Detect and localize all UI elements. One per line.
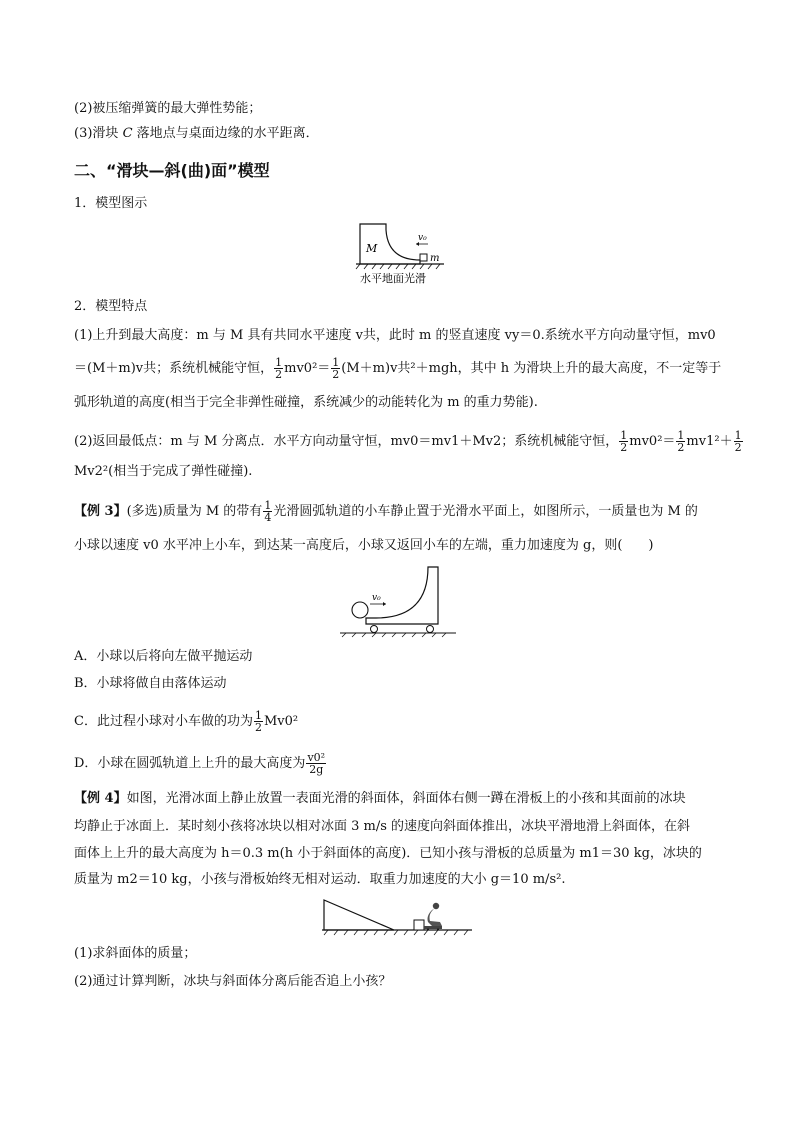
item2-p1-line1: (1)上升到最大高度：m 与 M 具有共同水平速度 v共，此时 m 的竖直速度 vy＝0.系统水平方向动量守恒，mv0 — [74, 328, 716, 343]
item1-title: 1．模型图示 — [74, 196, 148, 211]
fig1-caption: 水平地面光滑 — [360, 272, 426, 285]
option-b: B．小球将做自由落体运动 — [74, 676, 227, 691]
prev-question-2: (2)被压缩弹簧的最大弹性势能； — [74, 101, 262, 116]
cart-diagram — [338, 562, 458, 637]
prev-question-3: (3)滑块 C 落地点与桌面边缘的水平距离． — [74, 126, 319, 141]
fraction-half: $\frac{1}{2}$ — [332, 356, 340, 381]
section-heading: 二、“滑块—斜(曲)面”模型 — [74, 161, 270, 180]
wedge-diagram — [322, 896, 472, 936]
item2-p1-line2: ＝(M＋m)v共；系统机械能守恒， $\frac{1}{2}$ mv0²＝ $\frac{1}{2}$ (M＋m)v共²＋mgh，其中 h 为滑块上升的最大高度，不一定等于 — [74, 356, 722, 381]
option-d: D．小球在圆弧轨道上上升的最大高度为 $\frac{\text{v0²}}{2g}$ — [74, 751, 326, 776]
fraction-half: $\frac{1}{2}$ — [620, 429, 628, 454]
option-c: C．此过程小球对小车做的功为 $\frac{1}{2}$ Mv0² — [74, 709, 299, 734]
example3-line1: 【例 3】(多选)质量为 M 的带有 $\frac{1}{4}$ 光滑圆弧轨道的小车静止置于光滑水平面上，如图所示，一质量也为 M 的 — [74, 499, 698, 524]
item2-p1-line3: 弧形轨道的高度(相当于完全非弹性碰撞，系统减少的动能转化为 m 的重力势能). — [74, 395, 538, 410]
model-diagram — [350, 220, 450, 290]
option-a: A．小球以后将向左做平抛运动 — [74, 649, 253, 664]
item2-title: 2．模型特点 — [74, 299, 148, 314]
fraction-quarter: $\frac{1}{4}$ — [264, 499, 272, 524]
fraction-half: $\frac{1}{2}$ — [734, 429, 742, 454]
example4-line2: 均静止于冰面上．某时刻小孩将冰块以相对冰面 3 m/s 的速度向斜面体推出，冰块平滑地滑上斜面体，在斜 — [74, 819, 691, 834]
example4-line4: 质量为 m2＝10 kg，小孩与滑板始终无相对运动．取重力加速度的大小 g＝10 m/s². — [74, 872, 566, 887]
question-2: (2)通过计算判断，冰块与斜面体分离后能否追上小孩？ — [74, 974, 392, 989]
fraction-v0sq-2g: $\frac{\text{v0²}}{2g}$ — [307, 751, 326, 776]
example4-line1: 【例 4】如图，光滑冰面上静止放置一表面光滑的斜面体，斜面体右侧一蹲在滑板上的小孩和其面前的冰块 — [74, 791, 686, 806]
fig1-label-M: M — [366, 242, 378, 255]
fraction-half: $\frac{1}{2}$ — [254, 709, 262, 734]
example3-line2: 小球以速度 v0 水平冲上小车，到达某一高度后，小球又返回小车的左端，重力加速度为 g，则( ) — [74, 538, 654, 553]
fraction-half: $\frac{1}{2}$ — [677, 429, 685, 454]
fig1-label-v0: v₀ — [418, 233, 427, 243]
item2-p2-line1: (2)返回最低点：m 与 M 分离点．水平方向动量守恒，mv0＝mv1＋Mv2；系统机械能守恒， $\frac{1}{2}$ mv0²＝ $\frac{1}{2}$ mv1²＋ $\frac{1}{2}$ — [74, 429, 742, 454]
fig2-label-v0: v₀ — [372, 593, 381, 603]
fig1-label-m: m — [430, 253, 440, 264]
fraction-half: $\frac{1}{2}$ — [275, 356, 283, 381]
question-1: (1)求斜面体的质量； — [74, 946, 197, 961]
example4-line3: 面体上上升的最大高度为 h＝0.3 m(h 小于斜面体的高度)．已知小孩与滑板的总质量为 m1＝30 kg，冰块的 — [74, 846, 702, 861]
item2-p2-line2: Mv2²(相当于完成了弹性碰撞). — [74, 464, 253, 479]
